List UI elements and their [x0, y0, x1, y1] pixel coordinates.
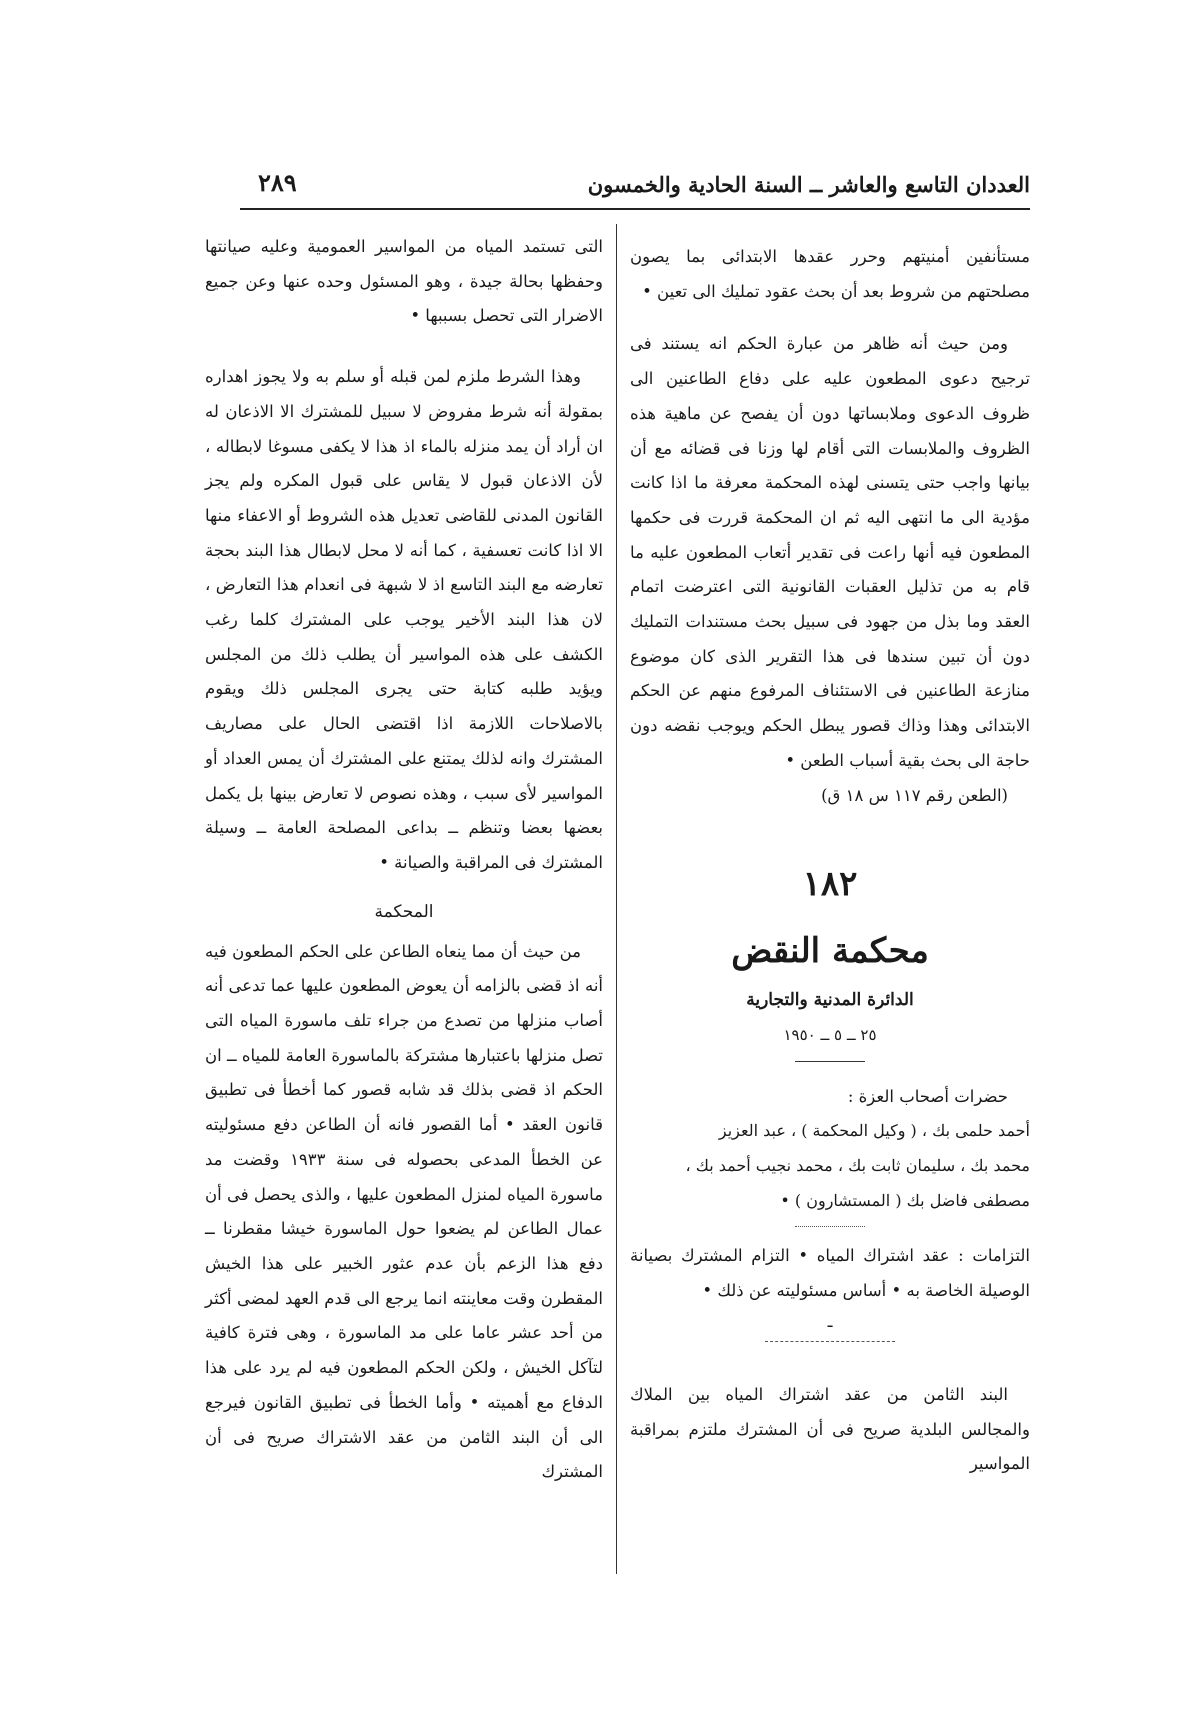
judge-line: مصطفى فاضل بك ( المستشارون ) •	[780, 1190, 1030, 1210]
dash-mark: ـ	[827, 1311, 833, 1331]
principle-paragraph: وهذا الشرط ملزم لمن قبله أو سلم به ولا يجوز اهداره بمقولة أنه شرط مفروض لا سبيل للمشترك الا الاذعان له ان أراد أن يمد منزله بالماء اذ هذا لا يكفى مسوغا لابطاله ، لأن الاذعان قبول لا يقاس على قبول المكره ولم يجز القانون المدنى للقاضى تعديل هذه الشروط أو الاعفاء منها الا اذا كانت تعسفية ، كما أنه لا محل لابطال هذا البند بحجة تعارضه مع البند التاسع اذ لا شبهة فى انعدام هذا التعارض ، لان هذا البند الأخير يوجب على المشترك كلما رغب الكشف على هذه المواسير أن يطلب ذلك من المجلس ويؤيد طلبه كتابة حتى يجرى المجلس ذلك ويقوم بالاصلاحات اللازمة اذا اقتضى الحال على مصاريف المشترك وانه لذلك يمتنع على المشترك أن يمس العداد أو المواسير لأى سبب ، وهذه نصوص لا تعارض بينها بل يكمل بعضها بعضا وتنظم ــ بداعى المصلحة العامة ــ وسيلة المشترك فى المراقبة والصيانة •	[205, 367, 603, 872]
appeal-reference: (الطعن رقم ١١٧ س ١٨ ق)	[821, 785, 1008, 805]
dotted-rule	[795, 1226, 865, 1227]
running-title: العددان التاسع والعاشر ــ السنة الحادية والخمسون	[587, 172, 1030, 197]
column-divider	[616, 224, 617, 1574]
ruling-paragraph: ومن حيث أنه ظاهر من عبارة الحكم انه يستند فى ترجيح دعوى المطعون عليه على دفاع الطاعنين الى ظروف الدعوى وملابساتها دون أن يفصح عن ماهية هذه الظروف والملابسات التى أقام لها وزنا فى قضائه مع أن بيانها واجب حتى يتسنى لهذه المحكمة معرفة ما اذا كانت مؤدية الى ما انتهى اليه ثم ان المحكمة قررت فى حكمها المطعون فيه أنها راعت فى تقدير أتعاب المطعون عليه ما قام به من تذليل العقبات القانونية التى اعترضت اتمام العقد وما بذل من جهود فى سبيل بحث مستندات التمليك دون أن تبين سندها فى هذا التقرير الذى كان موضوع منازعة الطاعنين فى الاستئناف المرفوع منهم عن الحكم الابتدائى وهذا وذاك قصور يبطل الحكم ويوجب نقضه دون حاجة الى بحث بقية أسباب الطعن •	[630, 334, 1030, 770]
judge-line: محمد بك ، سليمان ثابت بك ، محمد نجيب أحمد بك ،	[685, 1156, 1030, 1176]
page-header	[240, 168, 1030, 212]
judgment-date: ٢٥ ــ ٥ ــ ١٩٥٠	[783, 1025, 877, 1044]
judge-line: أحمد حلمى بك ، ( وكيل المحكمة ) ، عبد العزيز	[718, 1121, 1030, 1141]
right-column	[630, 240, 1030, 1482]
court-paragraph: من حيث أن مما ينعاه الطاعن على الحكم المطعون فيه أنه اذ قضى بالزامه أن يعوض المطعون عليها عما تدعى أنه أصاب منزلها من تصدع من جراء تلف ماسورة المياه التى تصل منزلها باعتبارها مشتركة بالماسورة العامة للمياه ــ ان الحكم اذ قضى بذلك قد شابه قصور كما أخطأ فى تطبيق قانون العقد • أما القصور فانه أن الطاعن دفع مسئوليته عن الخطأ المدعى بحصوله فى سنة ١٩٣٣ وقضت مد ماسورة المياه لمنزل المطعون عليها ، والذى يحصل فى أن عمال الطاعن لم يضعوا حول الماسورة خيشا مقطرنا ــ دفع هذا الزعم بأن عدم عثور الخبير على هذا الخيش المقطرن وقت معاينته انما يرجع الى قدم العهد لمضى أكثر من أحد عشر عاما على مد الماسورة ، وهى فترة كافية لتآكل الخيش ، ولكن الحكم المطعون فيه لم يرد على هذا الدفاع مع أهميته • وأما الخطأ فى تطبيق القانون فيرجع الى أن البند الثامن من عقد الاشتراك صريح فى أن المشترك	[205, 941, 603, 1482]
dashed-rule	[765, 1341, 895, 1342]
left-column	[205, 230, 603, 1490]
short-rule	[795, 1061, 865, 1062]
court-name: محكمة النقض	[731, 931, 929, 972]
page-number: ٢٨٩	[258, 168, 297, 197]
clause-text: البند الثامن من عقد اشتراك المياه بين الملاك والمجالس البلدية صريح فى أن المشترك ملتزم بمراقبة المواسير	[630, 1384, 1030, 1474]
continuation-text: التى تستمد المياه من المواسير العمومية وعليه صيانتها وحفظها بحالة جيدة ، وهو المسئول وحده عنها وعن جميع الاضرار التى تحصل بسببها •	[205, 237, 603, 326]
case-number: ١٨٢	[802, 864, 858, 905]
continuation-text: مستأنفين أمنيتهم وحرر عقدها الابتدائى بما يصون مصلحتهم من شروط بعد أن بحث عقود تمليك الى تعين •	[630, 247, 1030, 301]
presence-heading: حضرات أصحاب العزة :	[847, 1086, 1008, 1106]
header-rule	[240, 208, 1030, 210]
section-heading: المحكمة	[374, 901, 434, 922]
circuit-name: الدائرة المدنية والتجارية	[746, 990, 914, 1011]
case-summary: التزامات : عقد اشتراك المياه • التزام المشترك بصيانة الوصيلة الخاصة به • أساس مسئوليته عن ذلك •	[630, 1246, 1030, 1301]
